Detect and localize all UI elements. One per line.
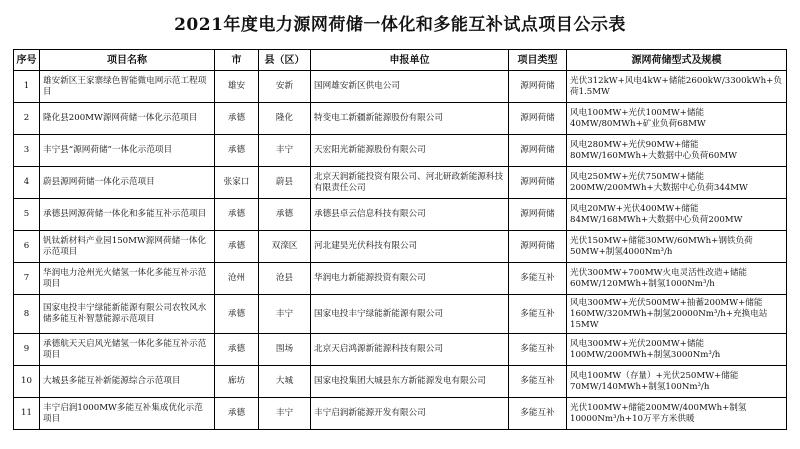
cell-city: 承德 [215,199,259,231]
cell-county: 双滦区 [259,231,311,263]
cell-project-type: 多能互补 [509,295,567,334]
cell-project-name: 隆化县200MW源网荷储一体化示范项目 [40,103,215,135]
cell-applicant: 国家电投丰宁绿能新能源有限公司 [311,295,509,334]
cell-scale: 风电100MW（存量）+光伏250MW+储能70MW/140MWh+制氢100Nm³/h [567,366,787,398]
cell-no: 11 [14,398,40,430]
cell-project-type: 源网荷储 [509,71,567,103]
table-row [14,71,787,103]
cell-project-type: 多能互补 [509,398,567,430]
cell-no: 1 [14,71,40,103]
table-row [14,231,787,263]
cell-project-name: 华润电力沧州光火储氢一体化多能互补示范项目 [40,263,215,295]
cell-no: 2 [14,103,40,135]
cell-city: 承德 [215,295,259,334]
table-row [14,103,787,135]
cell-no: 7 [14,263,40,295]
cell-applicant: 特变电工新疆新能源股份有限公司 [311,103,509,135]
cell-project-name: 承德县网源荷储一体化和多能互补示范项目 [40,199,215,231]
cell-city: 承德 [215,334,259,366]
page-title: 2021年度电力源网荷储一体化和多能互补试点项目公示表 [174,15,626,35]
cell-scale: 风电250MW+光伏750MW+储能200MW/200MWh+大数据中心负荷344MW [567,167,787,199]
cell-city: 承德 [215,135,259,167]
cell-applicant: 北京天润新能投资有限公司、河北研政新能源科技有限责任公司 [311,167,509,199]
cell-project-name: 钒钛新材料产业园150MW源网荷储一体化示范项目 [40,231,215,263]
cell-applicant: 北京天启鸿源新能源科技有限公司 [311,334,509,366]
cell-no: 6 [14,231,40,263]
cell-project-type: 多能互补 [509,366,567,398]
cell-county: 丰宁 [259,295,311,334]
cell-city: 廊坊 [215,366,259,398]
cell-no: 9 [14,334,40,366]
cell-county: 蔚县 [259,167,311,199]
cell-scale: 风电300MW+光伏500MW+抽蓄200MW+储能160MW/320MWh+制氢20000Nm³/h+充换电站15MW [567,295,787,334]
cell-project-type: 源网荷储 [509,231,567,263]
project-table [13,49,787,430]
cell-city: 承德 [215,231,259,263]
cell-city: 沧州 [215,263,259,295]
cell-project-type: 多能互补 [509,334,567,366]
cell-city: 承德 [215,103,259,135]
cell-scale: 光伏150MW+储能30MW/60MWh+钢铁负荷50MW+制氢4000Nm³/h [567,231,787,263]
cell-project-name: 大城县多能互补新能源综合示范项目 [40,366,215,398]
cell-project-type: 源网荷储 [509,199,567,231]
cell-county: 沧县 [259,263,311,295]
table-row [14,334,787,366]
cell-city: 张家口 [215,167,259,199]
cell-project-type: 源网荷储 [509,167,567,199]
cell-scale: 光伏300MW+700MW火电灵活性改造+储能60MW/120MWh+制氢1000Nm³/h [567,263,787,295]
cell-applicant: 国网雄安新区供电公司 [311,71,509,103]
cell-county: 安新 [259,71,311,103]
cell-no: 10 [14,366,40,398]
cell-project-name: 国家电投丰宁绿能新能源有限公司农牧风水储多能互补智慧能源示范项目 [40,295,215,334]
cell-applicant: 天宏阳光新能源股份有限公司 [311,135,509,167]
header-project-type: 项目类型 [509,50,567,71]
cell-project-name: 丰宁县“源网荷储”一体化示范项目 [40,135,215,167]
cell-applicant: 国家电投集团大城县东方新能源发电有限公司 [311,366,509,398]
cell-scale: 风电300MW+光伏200MW+储能100MW/200MWh+制氢3000Nm³/h [567,334,787,366]
table-row [14,398,787,430]
cell-no: 4 [14,167,40,199]
table-header-row [14,50,787,71]
table-row [14,135,787,167]
cell-applicant: 河北建昊光伏科技有限公司 [311,231,509,263]
header-applicant: 申报单位 [311,50,509,71]
cell-no: 5 [14,199,40,231]
table-row [14,199,787,231]
cell-no: 8 [14,295,40,334]
table-row [14,263,787,295]
cell-county: 围场 [259,334,311,366]
cell-project-name: 雄安新区王家寨绿色智能微电网示范工程项目 [40,71,215,103]
cell-scale: 风电280MW+光伏90MW+储能80MW/160MWh+大数据中心负荷60MW [567,135,787,167]
table-row [14,167,787,199]
cell-county: 大城 [259,366,311,398]
cell-project-type: 源网荷储 [509,135,567,167]
cell-project-name: 丰宁启润1000MW多能互补集成优化示范项目 [40,398,215,430]
cell-project-type: 多能互补 [509,263,567,295]
cell-project-name: 承德航天天启风光储氢一体化多能互补示范项目 [40,334,215,366]
cell-project-type: 源网荷储 [509,103,567,135]
cell-city: 承德 [215,398,259,430]
cell-county: 丰宁 [259,398,311,430]
cell-scale: 光伏100MW+储能200MW/400MWh+制氢10000Nm³/h+10万平方米供暖 [567,398,787,430]
cell-scale: 风电20MW+光伏400MW+储能84MW/168MWh+大数据中心负荷200MW [567,199,787,231]
cell-applicant: 丰宁启润新能源开发有限公司 [311,398,509,430]
cell-city: 雄安 [215,71,259,103]
header-no: 序号 [14,50,40,71]
table-row [14,366,787,398]
header-project-name: 项目名称 [40,50,215,71]
header-county: 县（区） [259,50,311,71]
cell-scale: 光伏312kW+风电4kW+储能2600kW/3300kWh+负荷1.5MW [567,71,787,103]
table-row [14,295,787,334]
cell-applicant: 承德县卓云信息科技有限公司 [311,199,509,231]
header-city: 市 [215,50,259,71]
cell-applicant: 华润电力新能源投资有限公司 [311,263,509,295]
cell-county: 隆化 [259,103,311,135]
cell-county: 丰宁 [259,135,311,167]
cell-no: 3 [14,135,40,167]
cell-county: 承德 [259,199,311,231]
cell-project-name: 蔚县源网荷储一体化示范项目 [40,167,215,199]
header-scale: 源网荷储型式及规模 [567,50,787,71]
cell-scale: 风电100MW+光伏100MW+储能40MW/80MWh+矿业负荷68MW [567,103,787,135]
